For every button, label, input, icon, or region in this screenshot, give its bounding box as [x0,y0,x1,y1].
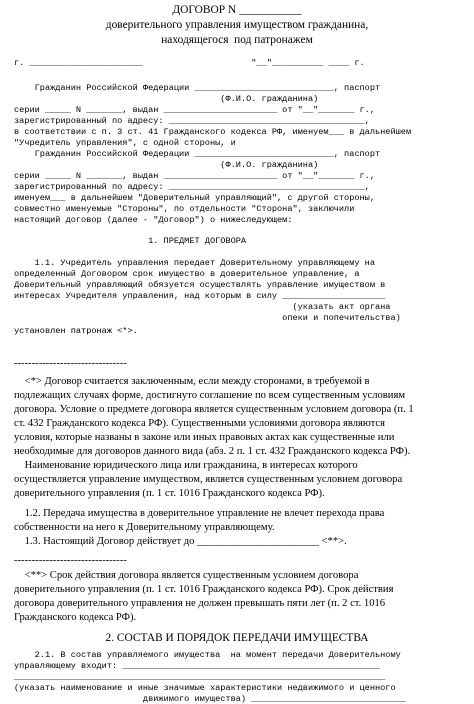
section-2-line: ________________________________________________________________________ [14,672,386,682]
section-2-heading: 2. СОСТАВ И ПОРЯДОК ПЕРЕДАЧИ ИМУЩЕСТВА [105,632,369,644]
footnote-line: ст. 432 Гражданского кодекса РФ). Существенными условиями договора являются [14,418,385,429]
footnote-line: условия, которые названы в законе или иных правовых актах как существенные или [14,432,395,443]
intro-line: "Учредитель управления", с одной стороны, и [14,138,236,148]
intro-line: в соответствии с п. 3 ст. 41 Гражданского кодекса РФ, именуем___ в дальнейшем [14,127,412,137]
intro-line: совместно именуемые "Стороны", по отдельности "Сторона", заключили [14,204,355,214]
section-2-line: (указать наименование и иные значимые характеристики недвижимого и ценного [14,683,396,693]
intro-line: 1.1. Учредитель управления передает Доверительному управляющему на [14,258,375,268]
intro-line: (Ф.И.О. гражданина) [14,160,319,170]
section-2-line: 2.1. В состав управляемого имущества на момент передачи Доверительному [14,650,401,660]
document-title-line-2: доверительного управления имуществом гражданина, [105,19,369,31]
document-title-line-1: ДОГОВОР N ___________ [172,4,302,16]
clause-line: 1.3. Настоящий Договор действует до _______________________ <**>. [14,536,347,547]
document-title-line-3: находящегося под патронажем [161,34,313,46]
intro-line: (Ф.И.О. гражданина) [14,94,319,104]
clause-line: собственности на него к Доверительному управляющему. [14,522,275,533]
footnote-line: необходимые для договоров данного вида (абз. 2 п. 1 ст. 432 Гражданского кодекса РФ). [14,446,411,457]
intro-line: определенный Договором срок имущество в доверительное управление, а [14,269,360,279]
footnote-line: <**> Срок действия договора является существенным условием договора [14,570,359,581]
footnote-line: договора. Условие о предмете договора является существенным условием договора (п. 1 [14,404,414,415]
clause-line: 1.2. Передача имущества в доверительное управление не влечет перехода права [14,508,385,519]
footnote-separator: -------------------------------- [14,358,127,369]
footnote-line: доверительного управления (п. 1 ст. 1016 Гражданского кодекса РФ). [14,488,325,499]
footnote-line: Гражданского кодекса РФ). [14,612,137,623]
footnote-line: доверительного управления (п. 1 ст. 1016 Гражданского кодекса РФ). Срок действия [14,584,394,595]
intro-line: настоящий договор (далее - "Договор") о нижеследующем: [14,215,293,225]
footnote-line: осуществляется управление имуществом, является существенным условием договора [14,474,403,485]
intro-line: Гражданин Российской Федерации ___________________________, паспорт [14,83,381,93]
footnote-separator: -------------------------------- [14,555,127,566]
intro-line: Доверительный управляющий обязуется осуществлять управление имуществом в [14,280,386,290]
intro-line: г. ______________________ "__"__________ ____ г. [14,58,365,68]
intro-line: зарегистрированный по адресу: ______________________________________, [14,116,370,126]
intro-line: (указать акт органа [14,302,391,312]
section-2-line: движимого имущества) ______________________________ [14,694,406,704]
intro-line: серии _____ N _______, выдан ______________________ от "__"_______ г., [14,171,375,181]
intro-line: зарегистрированный по адресу: ______________________________________, [14,182,370,192]
intro-line: опеки и попечительства) [14,313,401,323]
footnote-line: договора доверительного управления не должен превышать пяти лет (п. 2 ст. 1016 [14,598,386,609]
intro-line: именуем___ в дальнейшем "Доверительный управляющий", с другой стороны, [14,193,375,203]
section-2-line: управляющему входит: __________________________________________________ [14,661,381,671]
intro-line: интересах Учредителя управления, над которым в силу ____________________ [14,291,386,301]
footnote-line: <*> Договор считается заключенным, если между сторонами, в требуемой в [14,376,370,387]
footnote-line: подлежащих случаях форме, достигнуто соглашение по всем существенным условиям [14,390,406,401]
intro-line: серии _____ N _______, выдан ______________________ от "__"_______ г., [14,105,375,115]
footnote-line: Наименование юридического лица или гражданина, в интересах которого [14,460,358,471]
intro-line: установлен патронаж <*>. [14,326,138,336]
intro-line: Гражданин Российской Федерации ___________________________, паспорт [14,149,381,159]
section-1-heading: 1. ПРЕДМЕТ ДОГОВОРА [14,236,247,246]
